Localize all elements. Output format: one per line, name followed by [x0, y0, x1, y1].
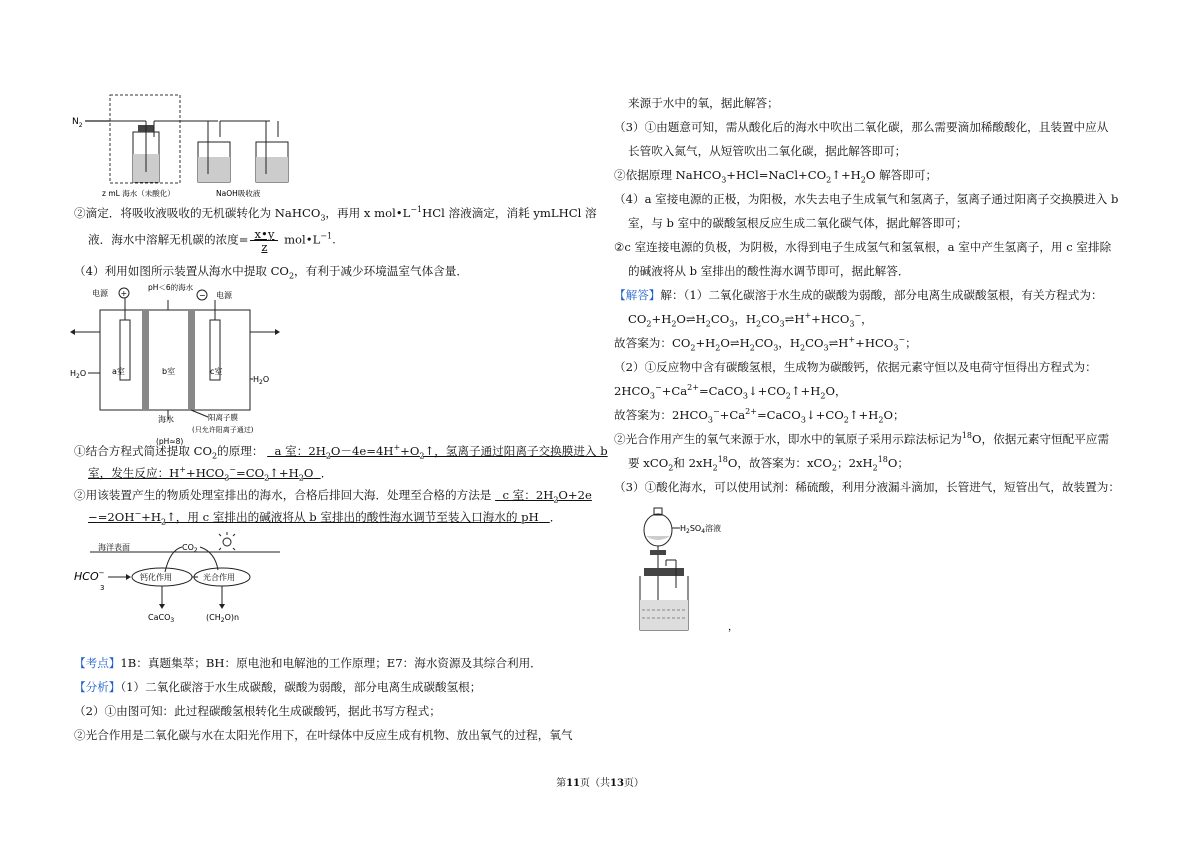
- right-line-15: ②光合作用产生的氧气来源于水，即水中的氧原子采用示踪法标记为$^{18}$O，依据元素守恒配平应需: [614, 431, 1110, 446]
- sea-sample-label: z mL 海水（未酸化）: [102, 189, 175, 198]
- answer-2-line-2: $-=2OH^-+H_2↑$，用 c 室排出的碱液将从 b 室排出的酸性海水调节至装入口海水的 pH ．: [88, 509, 562, 527]
- right-line-4: ②依据原理 $NaHCO_3+HCl=NaCl+CO_2↑+H_2O$ 解答即可；: [614, 168, 938, 185]
- kaodian-line: 【考点】1B：真题集萃；BH：原电池和电解池的工作原理；E7：海水资源及其综合利用．: [74, 656, 542, 670]
- svg-text:3: 3: [100, 584, 105, 592]
- svg-text:CO2: $CO_2$: [182, 543, 198, 554]
- right-line-17: （3）①酸化海水，可以使用试剂：稀硫酸，利用分液漏斗滴加，长管进气，短管出气，故装置为：: [614, 480, 1120, 494]
- right-line-16: 要 xCO$_2$和 $2xH_2^{18}O$，故答案为：xCO$_2$；$2xH_2^{18}O$；: [628, 455, 909, 473]
- svg-text:+: +: [120, 289, 128, 298]
- right-line-5: （4）a 室接电源的正极，为阳极，水失去电子生成氧气和氢离子，氢离子通过阳离子交换膜进入 b: [614, 192, 1119, 206]
- electrolysis-cell-figure: [70, 282, 290, 447]
- funnel-apparatus-figure: [630, 498, 770, 638]
- fenxi-2: （2）①由图可知：此过程碳酸氢根转化生成碳酸钙，据此书写方程式；: [74, 704, 441, 718]
- equation-line-2: $2HCO_3^-+Ca^{2+}=CaCO_3↓+CO_2↑+H_2O$，: [614, 383, 847, 401]
- right-line-2: （3）①由题意可知，需从酸化后的海水中吹出二氧化碳，那么需要滴加稀酸酸化，且装置中应从: [614, 120, 1109, 134]
- svg-text:海洋表面: 海洋表面: [98, 543, 130, 552]
- svg-text:光合作用: 光合作用: [203, 573, 235, 582]
- right-line-12: （2）①反应物中含有碳酸氢根，生成物为碳酸钙，依据元素守恒以及电荷守恒得出方程式为：: [614, 360, 1097, 374]
- svg-text:H2SO4溶液: $H_2SO_4$溶液: [680, 524, 722, 535]
- svg-text:(CH2O)n: $(CH_2O)n$: [206, 613, 240, 624]
- svg-text:b室: b室: [162, 367, 176, 376]
- svg-text:c室: c室: [210, 367, 223, 376]
- titration-line-1: ②滴定．将吸收液吸收的无机碳转化为 NaHCO$_3$，再用 x $mol•L^{-1}HCl$ 溶液滴定，消耗 ymLHCl 溶: [74, 205, 597, 223]
- svg-text:阳离子膜: 阳离子膜: [208, 413, 238, 422]
- svg-text:HCO−: HCO−: [74, 569, 105, 583]
- answer-1-line-2: 室，发生反应：$H^++HCO_3^-=CO_2↑+H_2O$ ．: [88, 465, 333, 483]
- n2-label: $N_2$: [72, 117, 83, 129]
- right-line-1: 来源于水中的氧，据此解答；: [628, 96, 779, 110]
- svg-text:a室: a室: [112, 367, 125, 376]
- concentration-fraction: $\frac{x•y}{z}$: [250, 228, 278, 253]
- jieda-line: 【解答】解：（1）二氧化碳溶于水生成的碳酸为弱酸，部分电离生成碳酸氢根，有关方程式为：: [614, 288, 1103, 302]
- answer-line-1: 故答案为：$CO_2+H_2O\rightleftharpoons H_2CO_3$，$H_2CO_3\rightleftharpoons H^++HCO_3^-$；: [614, 335, 917, 353]
- svg-text:CaCO3: CaCO$_3$: [148, 613, 175, 624]
- svg-text:−: −: [199, 291, 206, 300]
- equation-line-1: $CO_2+H_2O\rightleftharpoons H_2CO_3$，$H_2CO_3\rightleftharpoons H^++HCO_3^-$，: [628, 311, 873, 329]
- svg-text:，: ，: [728, 622, 738, 633]
- right-line-3: 长管吹入氮气，从短管吹出二氧化碳，据此解答即可；: [628, 144, 907, 158]
- answer-1-line-1: ①结合方程式简述提取 $CO_2$的原理： a 室：$2H_2O-4e=4H^++O_2↑$，氢离子通过阳离子交换膜进入 b: [74, 443, 608, 461]
- fenxi-line: 【分析】（1）二氧化碳溶于水生成碳酸，碳酸为弱酸，部分电离生成碳酸氢根；: [74, 680, 482, 694]
- ocean-carbon-figure: [70, 530, 290, 630]
- naoh-label: NaOH吸收液: [216, 189, 261, 198]
- svg-text:电源: 电源: [216, 291, 232, 300]
- svg-text:海水: 海水: [158, 415, 174, 424]
- right-line-8: 的碱液将从 b 室排出的酸性海水调节即可，据此解答．: [628, 264, 910, 278]
- svg-text:(pH≈8): (pH≈8): [156, 437, 184, 446]
- svg-text:钙化作用: 钙化作用: [140, 573, 172, 582]
- question-4: （4）利用如图所示装置从海水中提取 $CO_2$，有利于减少环境温室气体含量．: [74, 264, 468, 281]
- svg-text:pH＜6的海水: pH＜6的海水: [148, 283, 194, 292]
- titration-line-2: 液．海水中溶解无机碳的浓度= $\frac{x•y}{z}$ $mol•L^{-1}$.: [88, 227, 336, 254]
- answer-2-line-1: ②用该装置产生的物质处理室排出的海水，合格后排回大海．处理至合格的方法是 c 室：$2H_2O+2e$: [74, 488, 592, 505]
- absorption-apparatus-figure: [70, 92, 320, 202]
- page-footer: 第11页（共13页）: [556, 778, 644, 789]
- svg-text:电源: 电源: [92, 289, 108, 298]
- answer-line-2: 故答案为：$2HCO_3^-+Ca^{2+}=CaCO_3↓+CO_2↑+H_2O$；: [614, 407, 905, 425]
- svg-text:H2O: $H_2O$: [253, 375, 270, 386]
- svg-text:(只允许阳离子通过): (只允许阳离子通过): [192, 426, 254, 434]
- svg-text:H2O: $H_2O$: [70, 369, 87, 380]
- right-line-7: ②c 室连接电源的负极，为阴极，水得到电子生成氢气和氢氧根，a 室中产生氢离子，用 c 室排除: [614, 240, 1112, 254]
- fenxi-3: ②光合作用是二氧化碳与水在太阳光作用下，在叶绿体中反应生成有机物、放出氧气的过程，氧气: [74, 728, 573, 742]
- right-line-6: 室，与 b 室中的碳酸氢根反应生成二氧化碳气体，据此解答即可；: [628, 216, 968, 230]
